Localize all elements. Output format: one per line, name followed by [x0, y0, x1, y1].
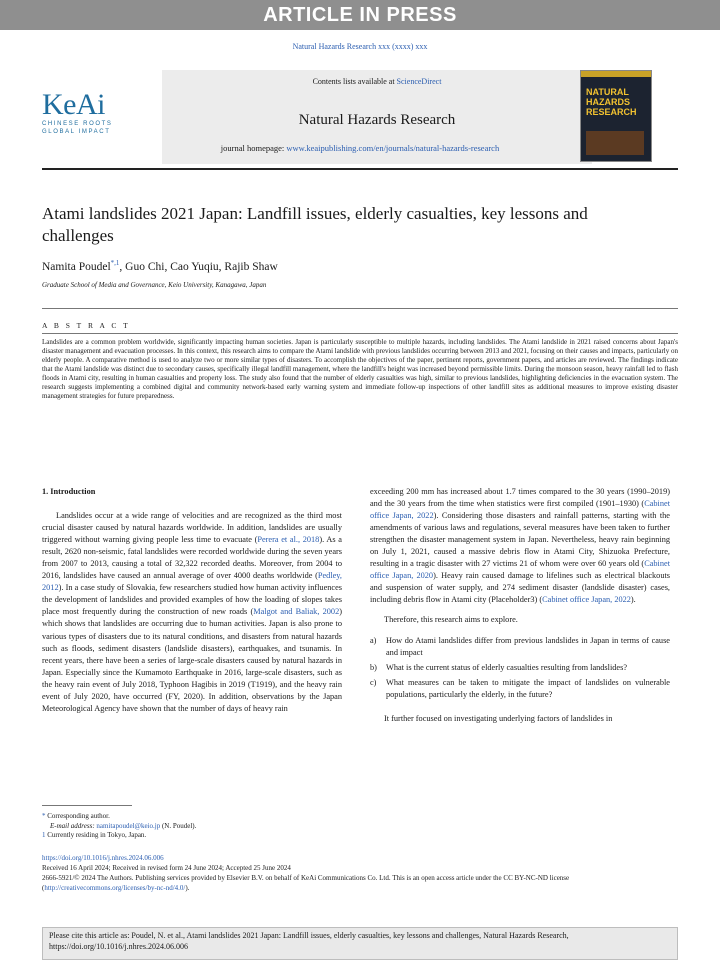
footnote-mark[interactable]: 1 [42, 831, 46, 839]
journal-citation-link[interactable]: Natural Hazards Research xxx (xxxx) xxx [292, 42, 428, 51]
list-item [370, 677, 670, 701]
footnote-text: Corresponding author. [47, 812, 110, 820]
author-name[interactable]: , Cao Yuqiu [164, 260, 219, 273]
copyright-end: ). [185, 884, 190, 892]
email-label: E-mail address: [50, 821, 95, 830]
citation-link[interactable]: Cabinet office Japan, 2022 [542, 595, 631, 605]
body-text: ) which shows that landslides are occurring due to human activities. Japan is also prone to various types of disasters due to its natural conditions, and disasters from natural hazards such as floods, sediment disasters (landslide disasters), earthquakes, and tsunamis. In recent years, there have been a series of large-scale disasters caused by natural hazards in Japan. Especially since the Kumamoto Earthquake in 2016, large-scale disasters, such as the heavy rain event of July 2018, Typhoon Hagibis in 2019 (T1919), and the heavy rain event of July 2020, have occurred (FY, 2020). In addition, observations by the Japan Meteorological Agency have shown that the number of days of heavy rain [42, 607, 342, 713]
footnote-mark[interactable]: * [42, 812, 46, 820]
right-column [370, 486, 670, 725]
aims-paragraph: Therefore, this research aims to explore. [384, 615, 518, 625]
list-item-label: a) [370, 635, 377, 645]
list-item-label: c) [370, 677, 377, 687]
journal-title: Natural Hazards Research [298, 112, 456, 128]
list-item-label: b) [370, 662, 377, 672]
closing-paragraph: It further focused on investigating underlying factors of landslides in [384, 713, 613, 723]
research-questions [370, 635, 670, 701]
citation-link[interactable]: Cabinet office Japan, 2020 [370, 559, 670, 581]
list-item [370, 635, 670, 659]
homepage-prefix: journal homepage: [220, 143, 285, 153]
author-list [42, 259, 642, 273]
journal-homepage-line [0, 143, 720, 153]
residence-note [42, 831, 342, 841]
copyright-notice [42, 873, 678, 893]
list-item-text: How do Atami landslides differ from previous landslides in Japan in terms of cause and impact [386, 635, 670, 657]
article-in-press-banner: ARTICLE IN PRESS [0, 0, 720, 30]
cite-this-article-box [42, 927, 678, 960]
cite-text: Please cite this article as: Poudel, N. et al., Atami landslides 2021 Japan: Landfill issues, elderly casualties, key lessons and challenges, Natural Hazards Research, [49, 931, 569, 940]
abstract-heading: A B S T R A C T [42, 321, 131, 330]
list-item-text: What measures can be taken to mitigate the impact of landslides on vulnerable populations, particularly the elderly, in the future? [386, 677, 670, 699]
list-item-text: What is the current status of elderly casualties resulting from landslides? [386, 662, 627, 672]
author-name[interactable]: Namita Poudel [42, 260, 111, 273]
cover-band [581, 71, 651, 77]
keai-logo[interactable] [42, 90, 142, 136]
left-column [42, 486, 342, 715]
body-text: ). Heavy rain caused damage to lifelines such as electrical blackouts and suspension of water supply, and 274 sediment disaster (landslide disaster) cases, including debris flow in Atami city (Placeholder3) ( [370, 571, 671, 605]
citation-link[interactable]: Perera et al., 2018 [257, 535, 320, 545]
abstract-heading-rule [42, 333, 678, 334]
email-note [42, 822, 342, 832]
abstract-top-rule [42, 308, 678, 309]
doi-link[interactable]: https://doi.org/10.1016/j.nhres.2024.06.006 [42, 854, 164, 862]
license-link[interactable]: http://creativecommons.org/licenses/by-nc-nd/4.0/ [44, 884, 186, 892]
body-text: ). [630, 595, 636, 605]
cite-doi[interactable]: https://doi.org/10.1016/j.nhres.2024.06.006 [49, 942, 188, 951]
footnote-text: Currently residing in Tokyo, Japan. [47, 831, 147, 839]
citation-link[interactable]: Cabinet office Japan, 2022 [370, 499, 670, 521]
copyright-text: 2666-5921/© 2024 The Authors. Publishing services provided by Elsevier B.V. on behalf of KeAi Communications Co. Ltd. This is an open access article under the CC BY-NC-ND license ( [42, 874, 570, 892]
cover-title: NATURAL HAZARDS RESEARCH [586, 87, 637, 117]
logo-wordmark: KeAi [42, 88, 105, 121]
contents-line [162, 77, 592, 86]
author-name[interactable]: , Guo Chi [119, 260, 165, 273]
article-title: Atami landslides 2021 Japan: Landfill issues, elderly casualties, key lessons and challenges [42, 204, 588, 245]
corresponding-author-note [42, 812, 342, 822]
logo-tagline-1: CHINESE ROOTS [42, 121, 113, 127]
body-text: ). Considering those disasters and rainfall patterns, starting with the amendments of various laws and regulations, several measures have been taken to further strengthen the disaster management system in Japan. Nevertheless, heavy rain beginning on July 1, 2021, caused a massive debris flow in Atami City, Shizuoka Prefecture, resulting in a tragic disaster with 27 victims 21 of whom were over 60 years old ( [370, 511, 670, 569]
homepage-link[interactable]: www.keaipublishing.com/en/journals/natural-hazards-research [286, 143, 500, 153]
logo-tagline-2: GLOBAL IMPACT [42, 129, 111, 135]
received-dates: Received 16 April 2024; Received in revised form 24 June 2024; Accepted 25 June 2024 [42, 864, 291, 872]
citation-link[interactable]: Malgot and Baliak, 2002 [253, 607, 340, 617]
author-name[interactable]: , Rajib Shaw [218, 260, 278, 273]
affiliation: Graduate School of Media and Governance, Keio University, Kanagawa, Japan [42, 281, 267, 289]
footnotes [42, 805, 342, 841]
body-text: ). In a case study of Slovakia, few researchers studied how human activity influences the development of landslides and provided examples of how the loading of slopes takes place most frequently during the construction of new roads ( [42, 583, 342, 617]
abstract-text: Landslides are a common problem worldwide, significantly impacting human societies. Japan is particularly susceptible to multiple hazards, including landslides. The Atami landslide in 2021 raised concerns about Japan's disaster management and evacuation processes. In this context, this research aims to compare the Atami landslide with previous landslides occurring between 2013 and 2021, focusing on their causes and impacts, particularly on elderly people. A comparative method is used to analyze two or more similar types of disasters. To accomplish the objectives of the paper, pertinent reports, government papers, and articles are reviewed. The findings indicate that the Atami landslide was distinct due to secondary causes, specifically illegal landfill management, where the landfill's height was increased beyond permissible limits. During the monsoon season, heavy rainfall led to flash floods in Atami city, resulting in human casualties and property loss. The study also found that the number of elderly casualties was high, similar to previous landslides, highlighting deficiencies in the evacuation system. The research suggests implementing a combined digital and community network-based early warning system and immediate follow-up inspections of other landfill sites as additional measures to improve existing disaster management strategies for future preparedness. [42, 338, 678, 400]
section-heading: 1. Introduction [42, 487, 96, 496]
list-item [370, 662, 670, 674]
sciencedirect-link[interactable]: ScienceDirect [396, 77, 442, 86]
body-text: ). As a result, 2620 non-seismic, fatal landslides were recorded worldwide during the seven years from 2007 to 2013, causing a total of 32,322 recorded deaths. Moreover, from 2004 to 2016, landslides have caused an annual average of over 4000 deaths worldwide ( [42, 535, 342, 581]
article-metadata [42, 853, 678, 893]
author-marks[interactable]: *,1 [110, 259, 120, 267]
contents-prefix: Contents lists available at [312, 77, 395, 86]
email-link[interactable]: namitapoudel@keio.jp [96, 821, 161, 830]
email-suffix: (N. Poudel). [161, 821, 197, 830]
header-rule [42, 168, 678, 170]
intro-paragraph-continued [370, 486, 670, 606]
footnote-rule [42, 805, 132, 806]
intro-paragraph [42, 510, 342, 715]
body-text: Landslides occur at a wide range of velocities and are recognized as the third most crucial disaster caused by natural hazards worldwide. In addition, landslides are usually triggered without warning giving people less time to evacuate ( [42, 511, 342, 545]
citation-link[interactable]: Pedley, 2012 [42, 571, 342, 593]
body-text: exceeding 200 mm has increased about 1.7 times compared to the 30 years (1990–2019) and the 30 years from the time when statistics were first compiled (1901–1930) ( [370, 487, 670, 509]
